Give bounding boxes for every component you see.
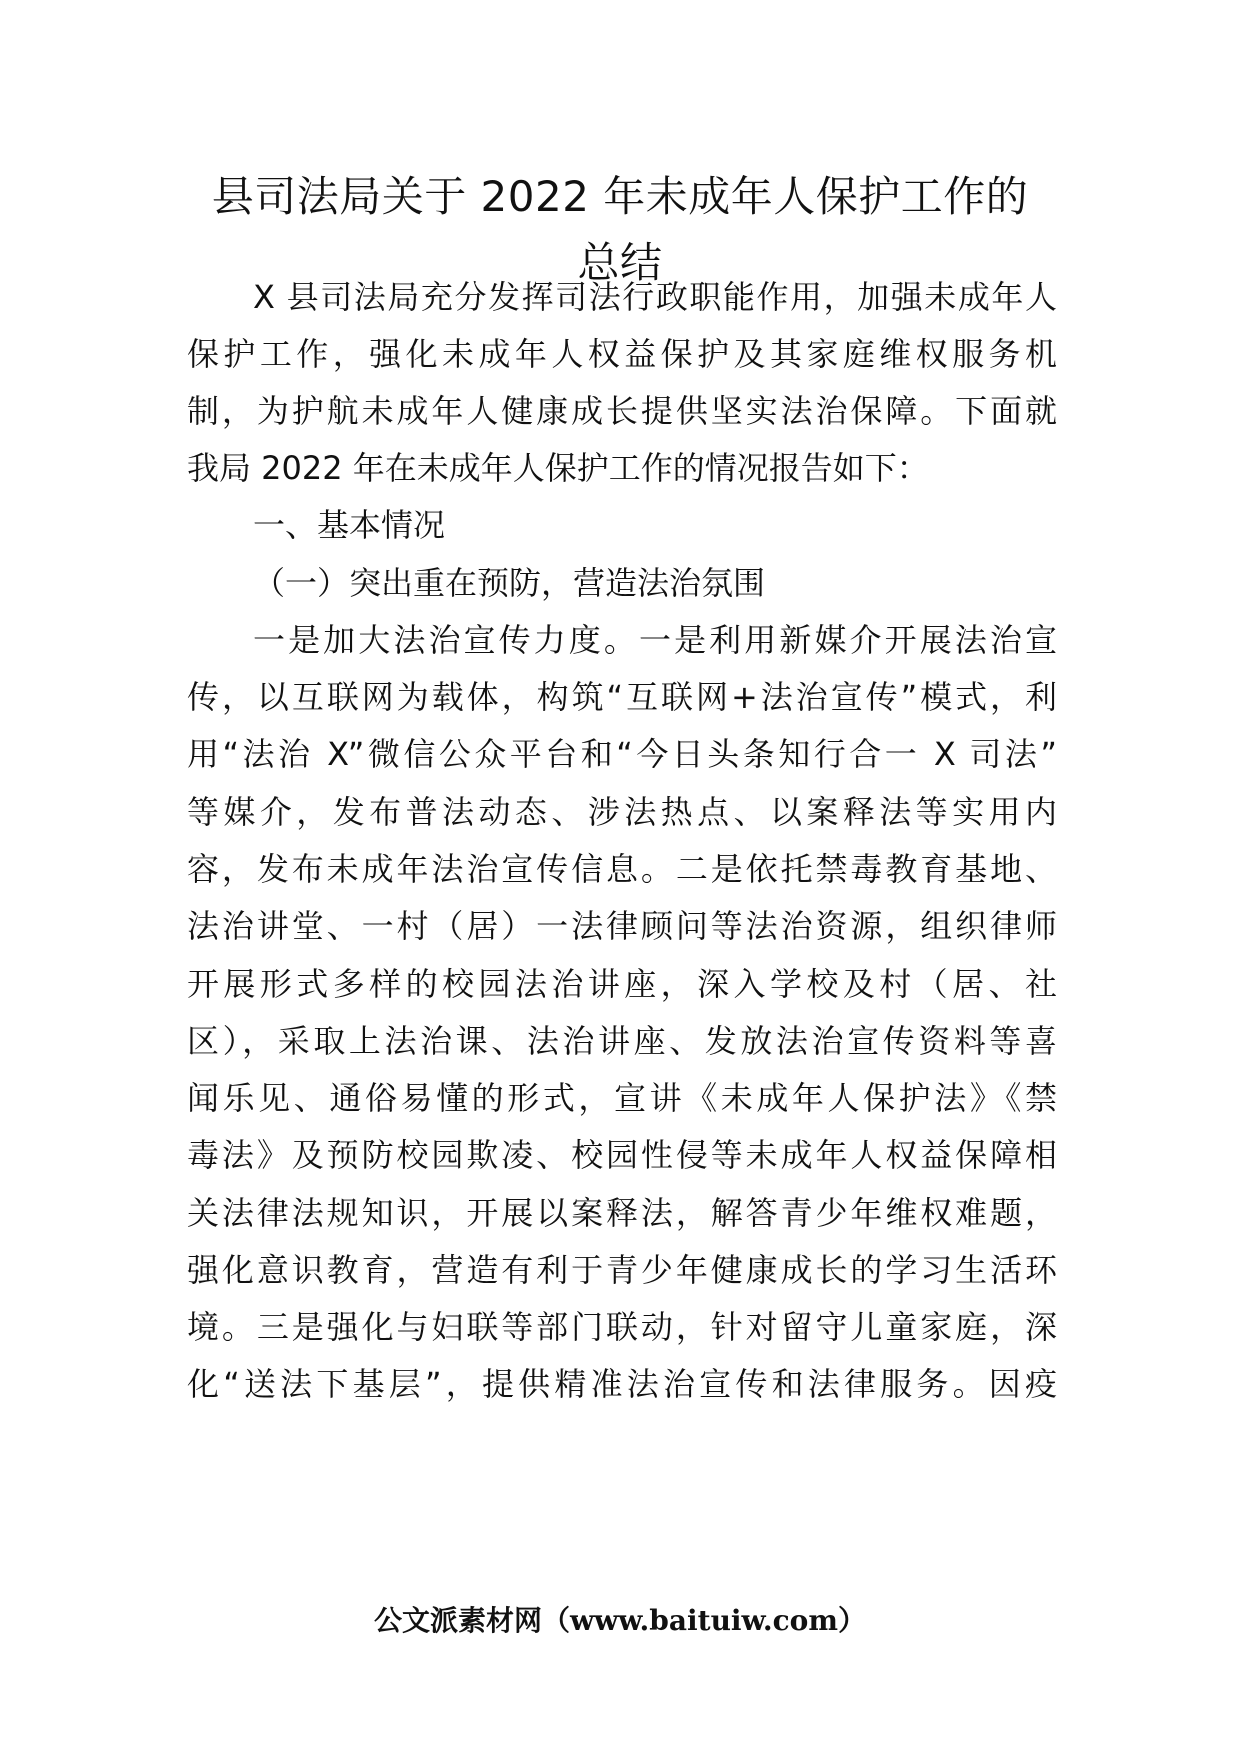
subsection-heading: （一）突出重在预防，营造法治氛围 xyxy=(253,564,766,602)
section-heading: 一、基本情况 xyxy=(253,506,446,544)
paragraph-line: 用“法治 X”微信公众平台和“今日头条知行合一 X 司法” xyxy=(187,735,1057,773)
paragraph-line: 一是加大法治宣传力度。一是利用新媒介开展法治宣 xyxy=(253,621,1057,659)
paragraph-line: 等媒介，发布普法动态、涉法热点、以案释法等实用内 xyxy=(187,793,1057,831)
footer-watermark: 公文派素材网（www.baituiw.com） xyxy=(374,1604,866,1637)
paragraph-line: 制，为护航未成年人健康成长提供坚实法治保障。下面就 xyxy=(187,392,1057,430)
paragraph-line: 闻乐见、通俗易懂的形式，宣讲《未成年人保护法》《禁 xyxy=(187,1079,1057,1117)
paragraph-line: 关法律法规知识，开展以案释法，解答青少年维权难题， xyxy=(187,1194,1057,1232)
paragraph-line: 我局 2022 年在未成年人保护工作的情况报告如下： xyxy=(187,449,929,487)
paragraph-line: 毒法》及预防校园欺凌、校园性侵等未成年人权益保障相 xyxy=(187,1136,1057,1174)
paragraph-line: 境。三是强化与妇联等部门联动，针对留守儿童家庭，深 xyxy=(187,1308,1057,1346)
paragraph-line: 化“送法下基层”，提供精准法治宣传和法律服务。因疫 xyxy=(187,1365,1057,1403)
paragraph-line: 传，以互联网为载体，构筑“互联网+法治宣传”模式，利 xyxy=(187,678,1057,716)
paragraph-line: 法治讲堂、一村（居）一法律顾问等法治资源，组织律师 xyxy=(187,907,1057,945)
paragraph-line: 区），采取上法治课、法治讲座、发放法治宣传资料等喜 xyxy=(187,1022,1057,1060)
paragraph-line: 强化意识教育，营造有利于青少年健康成长的学习生活环 xyxy=(187,1251,1057,1289)
paragraph-line: X 县司法局充分发挥司法行政职能作用，加强未成年人 xyxy=(253,278,1057,316)
paragraph-line: 容，发布未成年法治宣传信息。二是依托禁毒教育基地、 xyxy=(187,850,1057,888)
document-title-line-1: 县司法局关于 2022 年未成年人保护工作的 xyxy=(211,172,1029,221)
paragraph-line: 保护工作，强化未成年人权益保护及其家庭维权服务机 xyxy=(187,335,1057,373)
paragraph-line: 开展形式多样的校园法治讲座，深入学校及村（居、社 xyxy=(187,965,1057,1003)
document-title-line-2: 总结 xyxy=(577,238,663,287)
